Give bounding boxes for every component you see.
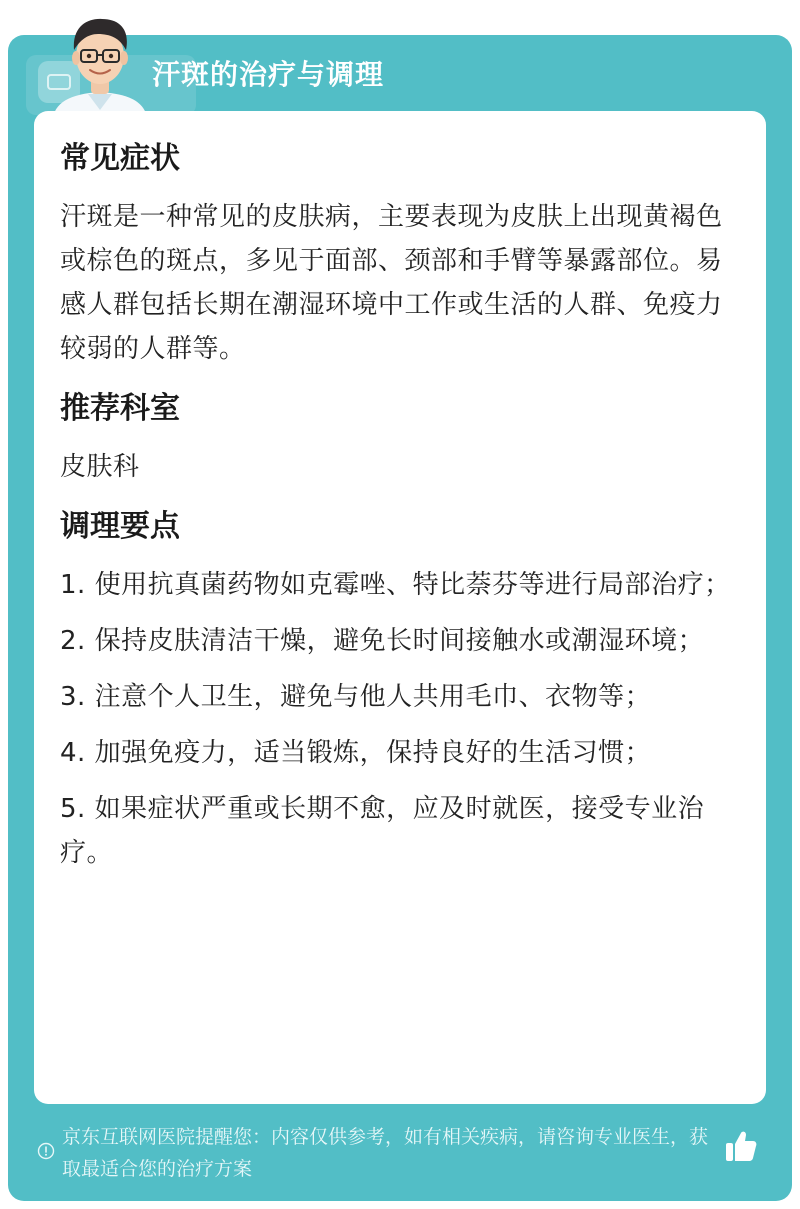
care-heading: 调理要点 [60,509,180,544]
article-card [34,111,766,1104]
care-item-5: 5. 如果症状严重或长期不愈，应及时就医，接受专业治疗。 [60,794,705,868]
care-item-1: 1. 使用抗真菌药物如克霉唑、特比萘芬等进行局部治疗； [60,570,731,600]
doctor-avatar [40,10,160,122]
department-heading: 推荐科室 [60,391,180,426]
department-text: 皮肤科 [60,452,140,482]
care-item-3: 3. 注意个人卫生，避免与他人共用毛巾、衣物等； [60,682,652,712]
info-icon [37,1142,55,1160]
symptoms-text: 汗斑是一种常见的皮肤病，主要表现为皮肤上出现黄褐色或棕色的斑点，多见于面部、颈部和手臂等暴露部位。易感人群包括长期在潮湿环境中工作或生活的人群、免疫力较弱的人群等。 [60,202,723,364]
symptoms-heading: 常见症状 [60,141,180,176]
care-item-2: 2. 保持皮肤清洁干燥，避免长时间接触水或潮湿环境； [60,626,705,656]
thumbs-up-icon[interactable] [724,1128,758,1164]
page-title: 汗斑的治疗与调理 [152,58,385,91]
disclaimer-text: 京东互联网医院提醒您：内容仅供参考，如有相关疾病，请咨询专业医生，获取最适合您的治疗方案 [62,1126,709,1180]
care-item-4: 4. 加强免疫力，适当锻炼，保持良好的生活习惯； [60,738,652,768]
